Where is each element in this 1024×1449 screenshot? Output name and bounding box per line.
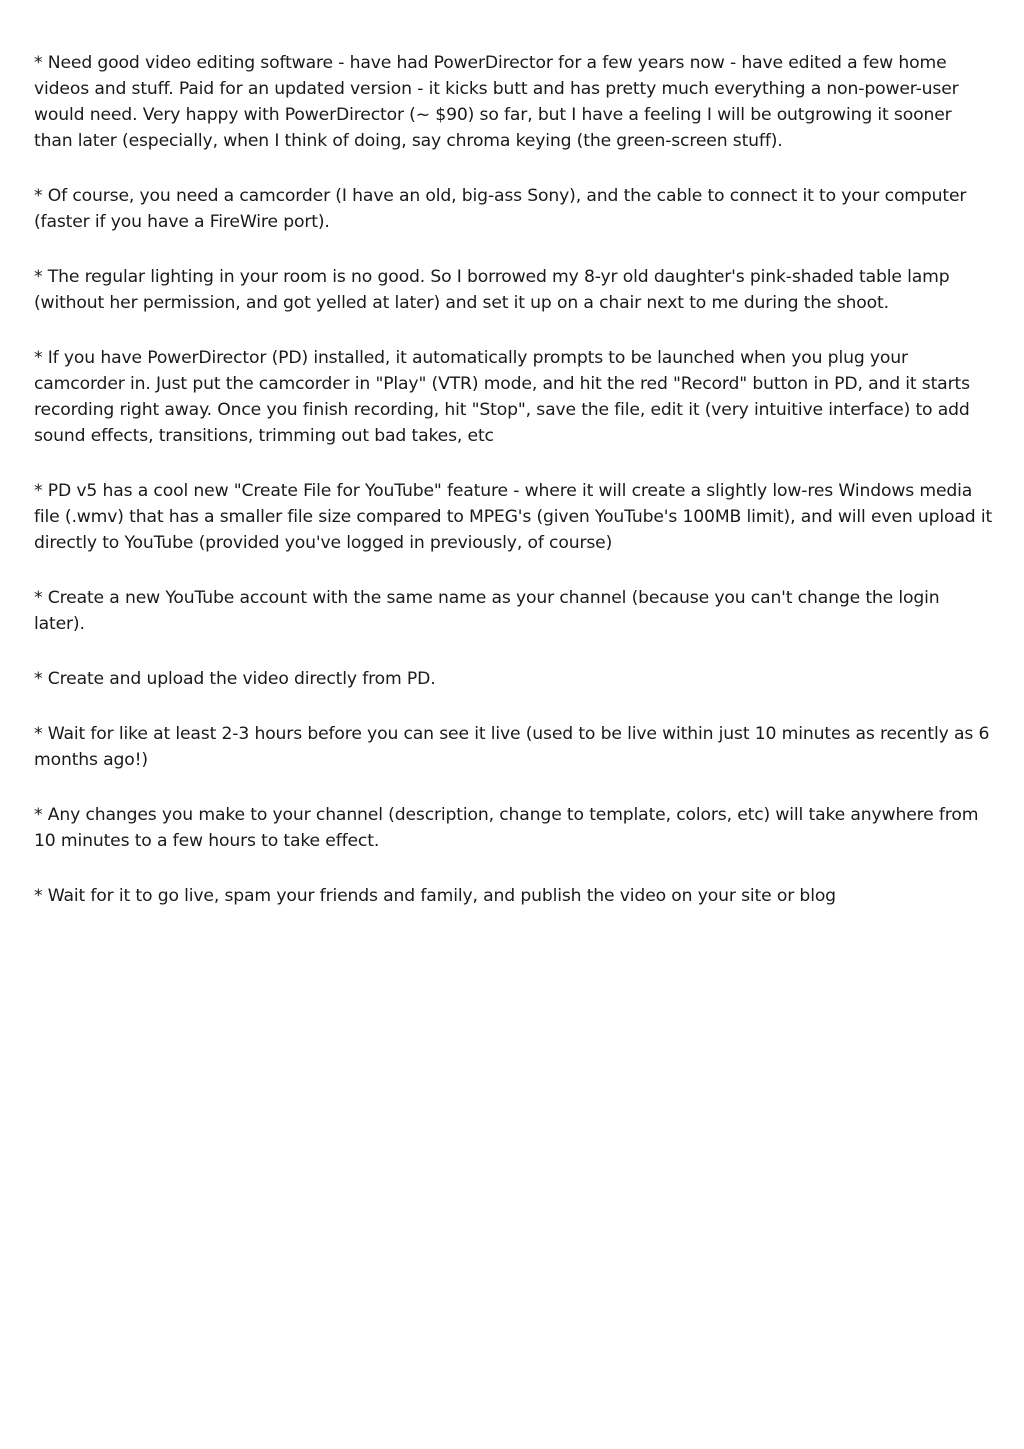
paragraph-wait-live: * Wait for like at least 2-3 hours before you can see it live (used to be live within just 10 minutes as recently as 6 months ago!) (34, 724, 990, 770)
paragraph-channel-changes: * Any changes you make to your channel (description, change to template, colors, etc) will take anywhere from 10 minutes to a few hours to take effect. (34, 805, 979, 851)
paragraph-recording: * If you have PowerDirector (PD) installed, it automatically prompts to be launched when you plug your camcorder in. Just put the camcorder in "Play" (VTR) mode, and hit the red "Record" button in PD, and it starts recording right away. Once you finish recording, hit "Stop", save the file, edit it (very intuitive interface) to add sound effects, transitions, trimming out bad takes, etc (34, 348, 970, 446)
paragraph-publish: * Wait for it to go live, spam your friends and family, and publish the video on your site or blog (34, 886, 836, 906)
document-body (34, 50, 994, 938)
paragraph-lighting: * The regular lighting in your room is no good. So I borrowed my 8-yr old daughter's pink-shaded table lamp (without her permission, and got yelled at later) and set it up on a chair next to me during the shoot. (34, 267, 950, 313)
paragraph-upload: * Create and upload the video directly from PD. (34, 669, 436, 689)
paragraph-youtube-account: * Create a new YouTube account with the same name as your channel (because you can't change the login later). (34, 588, 940, 634)
paragraph-youtube-feature: * PD v5 has a cool new "Create File for YouTube" feature - where it will create a slightly low-res Windows media file (.wmv) that has a smaller file size compared to MPEG's (given YouTube's 100MB limit), and will even upload it directly to YouTube (provided you've logged in previously, of course) (34, 481, 993, 553)
paragraph-camcorder: * Of course, you need a camcorder (I have an old, big-ass Sony), and the cable to connect it to your computer (faster if you have a FireWire port). (34, 186, 967, 232)
paragraph-video-editing-software: * Need good video editing software - have had PowerDirector for a few years now - have edited a few home videos and stuff. Paid for an updated version - it kicks butt and has pretty much everything a non-power-user would need. Very happy with PowerDirector (~ $90) so far, but I have a feeling I will be outgrowing it sooner than later (especially, when I think of doing, say chroma keying (the green-screen stuff). (34, 53, 959, 151)
